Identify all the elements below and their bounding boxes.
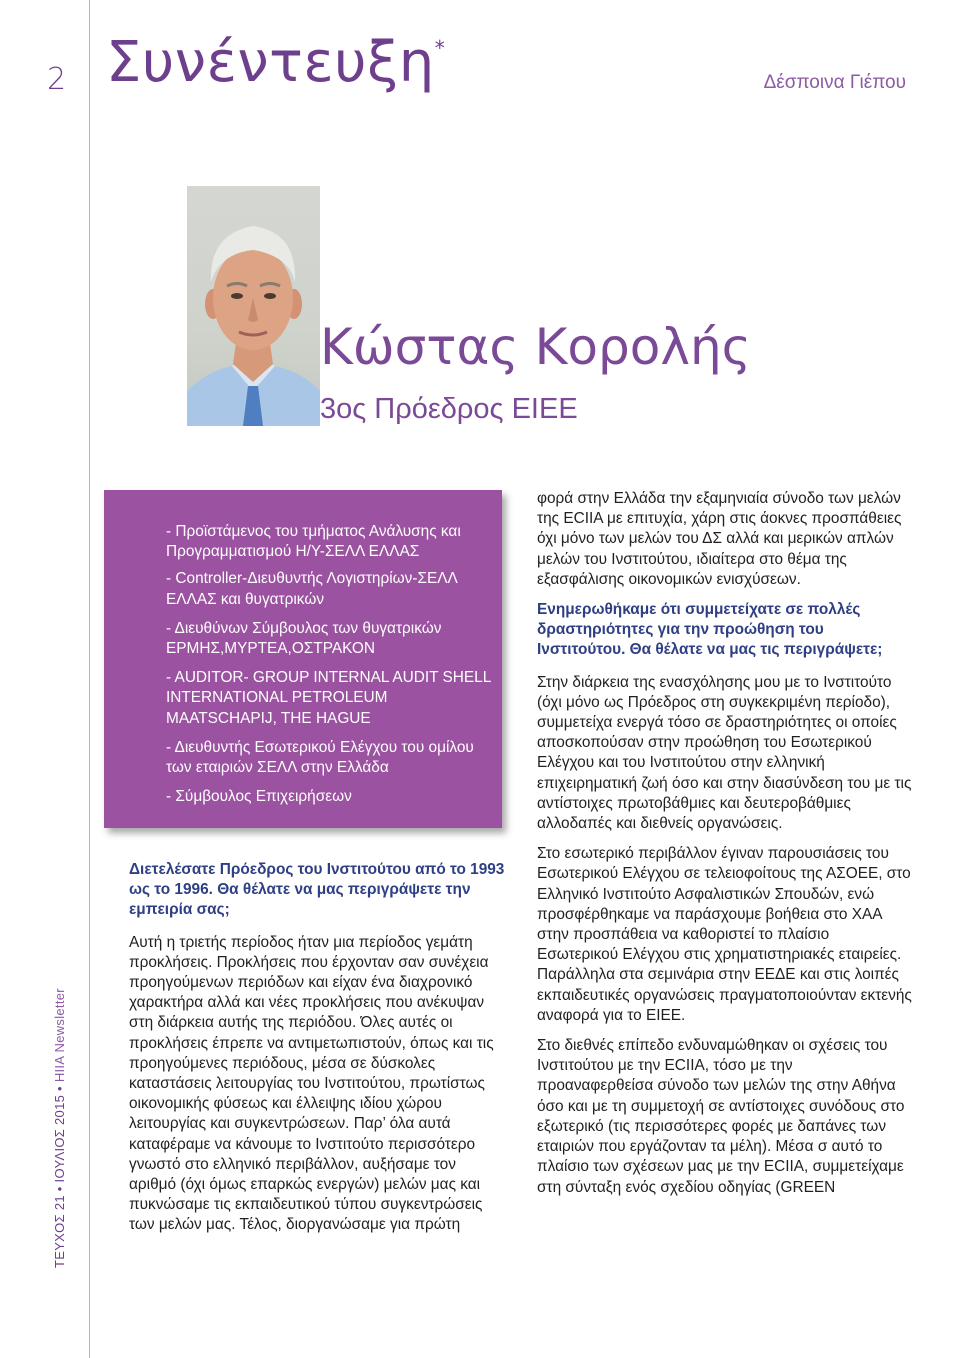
- section-title-text: Συνέντευξη: [106, 30, 435, 95]
- cv-item: - Controller-Διευθυντής Λογιστηρίων-ΣΕΛΛ ΕΛΛΑΣ και θυγατρικών: [166, 570, 457, 608]
- newsletter-name: HIIA Newsletter: [52, 988, 67, 1083]
- footnote-mark: *: [434, 36, 446, 60]
- cv-item: - Διευθυντής Εσωτερικού Ελέγχου του ομίλου των εταιριών ΣΕΛΛ στην Ελλάδα: [166, 738, 474, 777]
- interviewee-name: Κώστας Κορολής: [320, 318, 751, 376]
- answer-2-paragraph-3: Στο διεθνές επίπεδο ενδυναμώθηκαν οι σχέσεις του Ινστιτούτου με την ECIIA, τόσο με την προαναφερθείσα σύνοδο των μελών της στην Αθήνα όσο και με τη συμμετοχή σε αντίστοιχες συνόδους στο εξωτερικό (τις περισσότερες φορές με δαπάνες των εταιριών που εργάζονταν τα μέλη). Μέσα σ αυτό το πλαίσιο των σχέσεων μας με την ECIIA, συμμετείχαμε στη σύνταξη ενός σχεδίου οδηγίας (GREEN: [537, 1037, 905, 1196]
- author-name: Δέσποινα Γιέπου: [763, 72, 906, 93]
- answer-1: Αυτή η τριετής περίοδος ήταν μια περίοδος γεμάτη προκλήσεις. Προκλήσεις που έρχονταν σαν συνέχεια προηγούμενων περιόδων και είχαν ένα διαχρονικό χαρακτήρα αλλά και νέες προκλήσεις που ανέκυψαν στη διάρκεια αυτής της περιόδου. Όλες αυτές οι προκλήσεις έπρεπε να αντιμετωπιστούν, όπως και τις προηγούμενες περιόδους, μέσα σε δύσκολες καταστάσεις λειτουργίας του Ινστιτούτου, πρωτίστως οικονομικής φύσεως και έλλειψης ιδίου χώρου λειτουργίας και συγκεντρώσεων. Παρ’ όλα αυτά καταφέραμε να κάνουμε το Ινστιτούτο περισσότερο γνωστό στο ελληνικό περιβάλλον, αυξήσαμε τον αριθμό (όχι όμως επαρκώς ενεργών) μελών μας και πυκνώσαμε τις εκπαιδευτικού τύπου συγκεντρώσεις των μελών μας. Τέλος, διοργανώσαμε για πρώτη: [129, 933, 494, 1234]
- answer-2-paragraph-2: Στο εσωτερικό περιβάλλον έγιναν παρουσιάσεις του Εσωτερικού Ελέγχου σε τελειοφοίτους της ΑΣΟΕΕ, στο Ελληνικό Ινστιτούτο Ασφαλιστικών Σπουδών, ενώ προσφέρθηκαμε να παράσχουμε βοήθεια στο ΧΑΑ στην προσπάθεια να καθοριστεί το πλαίσιο Εσωτερικού Ελέγχου στις χρηματιστηριακές εταιρείες. Παράλληλα στα σεμινάρια στην ΕΕΔΕ και στις λοιπές εκπαιδευτικές οργανώσεις πραγματοποιούνταν εκτενής αναφορά για το ΕΙΕΕ.: [537, 845, 912, 1024]
- page-number: 2: [47, 62, 67, 97]
- cv-item: - AUDITOR- GROUP INTERNAL AUDIT SHELL INTERNATIONAL PETROLEUM MAATSCHAPIJ, THE HAGUE: [166, 669, 491, 727]
- issue-sidebar: [52, 968, 67, 1268]
- cv-list: [166, 522, 496, 816]
- answer-2-paragraph-1: Στην διάρκεια της ενασχόλησης μου με το Ινστιτούτο (όχι μόνο ως Πρόεδρος στη συγκεκριμένη περίοδο), συμμετείχα ενεργά τόσο σε δραστηριότητες οι οποίες αποσκοπούσαν στην προώθηση του Εσωτερικού Ελέγχου και του Ινστιτούτου στην ελληνική επιχειρηματική ζωή όσο και στην διασύνδεση του με τις αντίστοιχες πρωτοβάθμιες και δευτεροβάθμιες αλλοδαπές και διεθνείς οργανώσεις.: [537, 673, 912, 833]
- left-column: [129, 860, 505, 1246]
- interviewee-role: 3ος Πρόεδρος ΕΙΕΕ: [320, 393, 578, 425]
- cv-item: - Σύμβουλος Επιχειρήσεων: [166, 788, 352, 806]
- margin-rule: [89, 0, 90, 1358]
- issue-info: ΤΕΥΧΟΣ 21 • ΙΟΥΛΙΟΣ 2015 •: [52, 1086, 67, 1268]
- cv-item: - Προϊστάμενος του τμήματος Ανάλυσης και Προγραμματισμού Η/Υ-ΣΕΛΛ ΕΛΛΑΣ: [166, 523, 461, 561]
- section-title: [106, 30, 445, 95]
- cv-item: - Διευθύνων Σύμβουλος των θυγατρικών ΕΡΜΗΣ,ΜΥΡΤΕΑ,ΟΣΤΡΑΚΟΝ: [166, 619, 442, 658]
- question-2: Ενημερωθήκαμε ότι συμμετείχατε σε πολλές δραστηριότητες για την προώθηση του Ινστιτούτου. Θα θέλατε να μας τις περιγράψετε;: [537, 601, 883, 659]
- question-1: Διετελέσατε Πρόεδρος του Ινστιτούτου από το 1993 ως το 1996. Θα θέλατε να μας περιγράψετε την εμπειρία σας;: [129, 861, 505, 919]
- portrait-photo: [187, 186, 320, 426]
- right-column: [537, 489, 913, 1208]
- answer-1-continuation: φορά στην Ελλάδα την εξαμηνιαία σύνοδο των μελών της ECIIA με επιτυχία, χάρη στις άοκνες προσπάθειες όχι μόνο των μελών του ΔΣ αλλά και μερικών απλών μελών του Ινστιτούτου, ιδιαίτερα στο θέμα της εξασφάλισης οικονομικών ενισχύσεων.: [537, 490, 902, 588]
